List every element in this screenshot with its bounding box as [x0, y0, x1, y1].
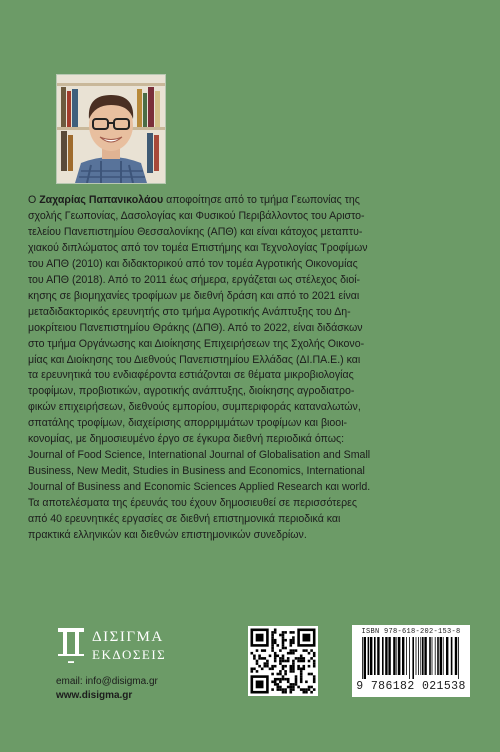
- bio-line: [28, 384, 474, 400]
- bio-text: σχολής Γεωπονίας, Δασολογίας και Φυσικού Περιβάλλοντος του Αριστο-: [28, 209, 365, 222]
- bio-text: τα ερευνητικά του ενδιαφέροντα εστιάζονται σε θέματα μικροβιολογίας: [28, 369, 354, 382]
- bio-line: [28, 241, 474, 257]
- publisher-name: ΔΙΣΙΓΜΑ: [92, 629, 164, 645]
- isbn-label: ISBN 978-618-202-153-8: [361, 628, 461, 636]
- bio-line: [28, 321, 474, 337]
- bio-line: [28, 496, 474, 512]
- bio-line: [28, 209, 474, 225]
- bio-text: Τα αποτελέσματα της έρευνάς του έχουν δημοσιευθεί σε περισσότερες: [28, 497, 357, 510]
- bio-line: [28, 257, 474, 273]
- bio-line: [28, 337, 474, 353]
- bio-text: τελείου Πανεπιστημίου Θεσσαλονίκης (ΑΠΘ) και είναι κάτοχος μεταπτυ-: [28, 225, 363, 238]
- bio-text: του ΑΠΘ (2010) και διδακτορικού από τον τομέα Αγροτικής Οικονομίας: [28, 257, 358, 270]
- bio-text: μοκρίτειου Πανεπιστημίου Θράκης (ΔΠΘ). Από το 2022, είναι διδάσκων: [28, 321, 363, 334]
- bio-text: χιακού διπλώματος από τον τομέα Επιστήμης και Τεχνολογίας Τροφίμων: [28, 241, 368, 254]
- author-biography: [28, 193, 474, 544]
- bio-line: [28, 305, 474, 321]
- bio-line: [28, 289, 474, 305]
- bio-line: [28, 193, 474, 209]
- svg-text:▬: ▬: [68, 659, 74, 664]
- bio-text: μίας και Διοίκησης του Διεθνούς Πανεπιστημίου Ελλάδας (ΔΙ.ΠΑ.Ε.) και: [28, 353, 361, 366]
- bio-text: κονομίας, με δημοσιευμένο έργο σε έγκυρα διεθνή περιοδικά όπως:: [28, 433, 345, 446]
- author-name: Ζαχαρίας Παπανικολάου: [39, 194, 164, 206]
- bio-text: τροφίμων, προβιοτικών, αγροτικής ανάπτυξης, διοίκησης αγροδιατρο-: [28, 385, 355, 398]
- bio-text: πρακτικά ελληνικών και διεθνών επιστημονικών συνεδρίων.: [28, 529, 307, 542]
- bio-line: [28, 400, 474, 416]
- bio-text: φικών επιχειρήσεων, διεθνούς εμπορίου, συμπεριφοράς καταναλωτών,: [28, 401, 361, 414]
- bio-text: Ο: [28, 194, 40, 206]
- bio-line: [28, 353, 474, 369]
- bio-line: [28, 512, 474, 528]
- bio-line: [28, 480, 474, 496]
- publisher-website[interactable]: www.disigma.gr: [56, 690, 133, 701]
- bio-text: σπατάλης τροφίμων, διαχείρισης απορριμμάτων τροφίμων και βιοοι-: [28, 417, 348, 430]
- qr-code: [248, 626, 318, 696]
- bio-line: [28, 528, 474, 544]
- bio-line: [28, 225, 474, 241]
- bio-text: από 40 ερευνητικές εργασίες σε διεθνή επιστημονικά περιοδικά και: [28, 513, 341, 526]
- bio-text: κησης σε βιομηχανίες τροφίμων με διεθνή δράση και από το 2021 είναι: [28, 289, 360, 302]
- publisher-logo: [56, 626, 176, 666]
- bio-text: στο τμήμα Οργάνωσης και Διοίκησης Επιχειρήσεων της Σχολής Οικονο-: [28, 337, 365, 350]
- bio-text: Journal of Food Science, International Journal of Globalisation and Small: [28, 449, 371, 462]
- barcode-digits: 9 786182 021538: [356, 680, 466, 693]
- bio-line: [28, 448, 474, 464]
- bio-text: αποφοίτησε από το τμήμα Γεωπονίας της: [163, 194, 360, 206]
- author-photo: [56, 74, 166, 184]
- bio-text: Journal of Business and Economic Sciences Applied Research και world.: [28, 481, 371, 494]
- publisher-logo-icon: [56, 626, 86, 664]
- bio-text: Business, New Medit, Studies in Business and Economics, International: [28, 465, 365, 478]
- bio-line: [28, 273, 474, 289]
- bio-line: [28, 432, 474, 448]
- bio-line: [28, 416, 474, 432]
- bio-text: του ΑΠΘ (2018). Από το 2011 έως σήμερα, εργάζεται ως στέλεχος διοί-: [28, 273, 361, 286]
- publisher-contact: [56, 675, 158, 703]
- bio-line: [28, 368, 474, 384]
- publisher-subtitle: ΕΚΔΟΣΕΙΣ: [92, 647, 167, 662]
- bio-line: [28, 464, 474, 480]
- bio-text: μεταδιδακτορικός ερευνητής στο τμήμα Αγροτικής Ανάπτυξης του Δη-: [28, 305, 351, 318]
- publisher-email[interactable]: email: info@disigma.gr: [56, 676, 158, 687]
- isbn-barcode: [352, 625, 470, 697]
